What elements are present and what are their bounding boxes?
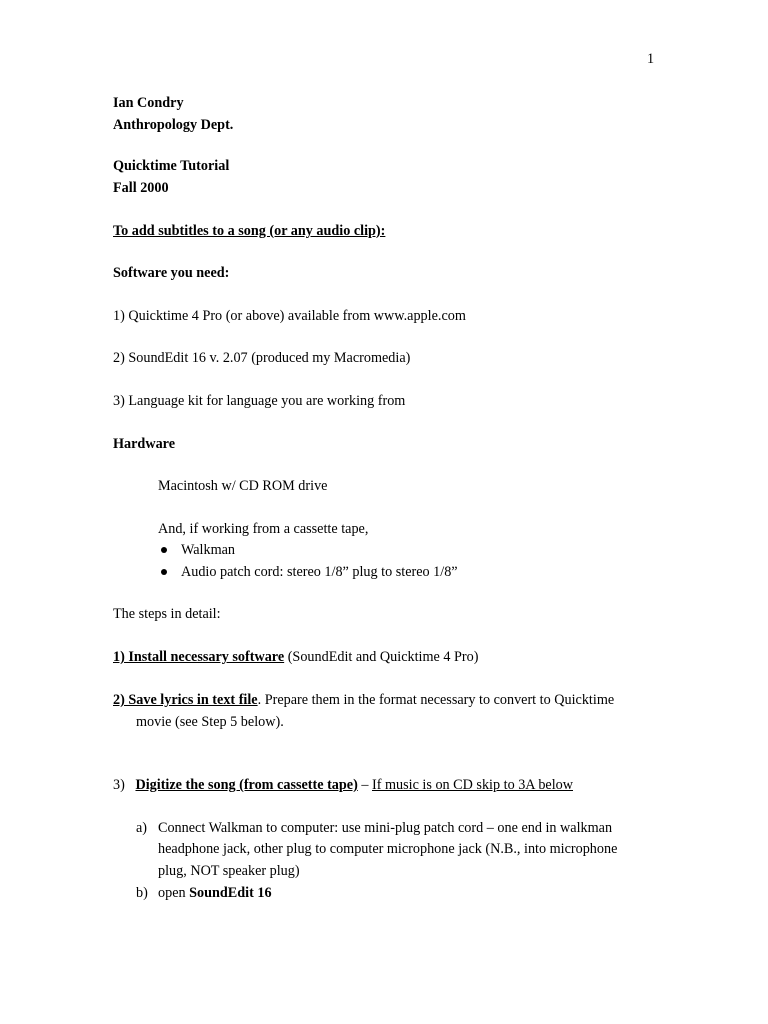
- hardware-machine: Macintosh w/ CD ROM drive: [158, 478, 328, 494]
- hardware-bullet-patch-cord: Audio patch cord: stereo 1/8” plug to stereo 1/8”: [181, 564, 458, 580]
- section-heading: To add subtitles to a song (or any audio clip):: [113, 223, 386, 239]
- step-3-note: If music is on CD skip to 3A below: [372, 777, 573, 793]
- hardware-bullet-walkman: Walkman: [181, 542, 236, 558]
- page-number: 1: [647, 51, 655, 67]
- bullet-dot-icon: [161, 569, 167, 575]
- software-item-1: 1) Quicktime 4 Pro (or above) available from www.apple.com: [113, 308, 466, 324]
- step-2-detail: . Prepare them in the format necessary to convert to Quicktime: [257, 692, 615, 708]
- software-item-3: 3) Language kit for language you are working from: [113, 393, 406, 409]
- step-3b-prefix: open: [158, 885, 190, 901]
- steps-intro: The steps in detail:: [113, 606, 221, 622]
- bullet-dot-icon: [161, 547, 167, 553]
- author-dept: Anthropology Dept.: [113, 117, 234, 133]
- hardware-cassette-intro: And, if working from a cassette tape,: [158, 521, 369, 537]
- step-1-title: 1) Install necessary software: [113, 649, 285, 665]
- software-item-2: 2) SoundEdit 16 v. 2.07 (produced my Macromedia): [113, 350, 411, 366]
- step-3b-label: b): [136, 885, 148, 901]
- software-heading: Software you need:: [113, 265, 230, 281]
- step-2: [113, 691, 614, 709]
- step-3-dash: –: [357, 777, 372, 793]
- author-name: Ian Condry: [113, 95, 184, 111]
- step-3a-line-2: headphone jack, other plug to computer microphone jack (N.B., into microphone: [158, 841, 618, 857]
- step-3b: [158, 884, 272, 902]
- step-3b-app-name: SoundEdit 16: [189, 885, 272, 901]
- step-2-continuation: movie (see Step 5 below).: [136, 714, 284, 730]
- step-3a-line-1: Connect Walkman to computer: use mini-plug patch cord – one end in walkman: [158, 820, 613, 836]
- step-3-title: Digitize the song (from cassette tape): [135, 777, 358, 793]
- course-term: Fall 2000: [113, 180, 169, 196]
- step-3a-label: a): [136, 820, 148, 836]
- step-3-number: 3): [113, 777, 125, 793]
- step-1-detail: (SoundEdit and Quicktime 4 Pro): [284, 649, 479, 665]
- step-1: [113, 648, 478, 666]
- course-title: Quicktime Tutorial: [113, 158, 230, 174]
- step-3a-line-3: plug, NOT speaker plug): [158, 863, 300, 879]
- step-3: [113, 776, 573, 794]
- hardware-heading: Hardware: [113, 436, 175, 452]
- step-2-title: 2) Save lyrics in text file: [113, 692, 258, 708]
